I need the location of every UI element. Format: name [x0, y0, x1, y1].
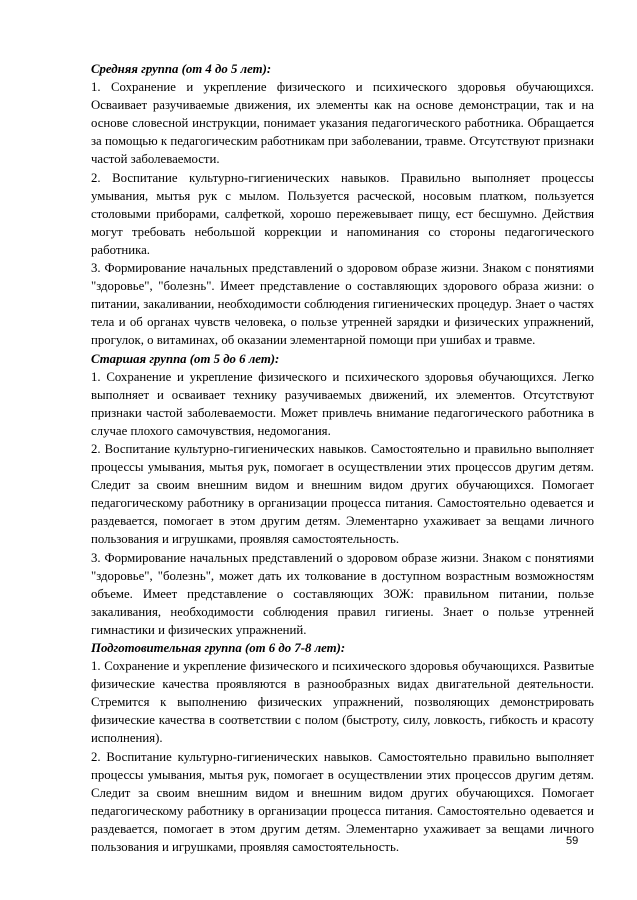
paragraph: 2. Воспитание культурно-гигиенических навыков. Самостоятельно и правильно выполняет процессы умывания, мытья рук, помогает в осуществлении этих процессов другим детям. Следит за своим внешним видом и внешним видом других обучающихся. Помогает педагогическому работнику в организации процесса питания. Самостоятельно одевается и раздевается, помогает в этом другим детям. Элементарно ухаживает за вещами личного пользования и игрушками, проявляя самостоятельность. [91, 441, 594, 547]
page-number: 59 [566, 835, 579, 847]
paragraph: 1. Сохранение и укрепление физического и психического здоровья обучающихся. Легко выполняет и осваивает технику разучиваемых движений, их элементов. Отсутствуют признаки частой заболеваемости. Может привлечь внимание педагогического работника в случае плохого самочувствия, недомогания. [91, 369, 594, 438]
section-heading: Подготовительная группа (от 6 до 7-8 лет): [91, 641, 346, 655]
paragraph: 1. Сохранение и укрепление физического и психического здоровья обучающихся. Развитые физические качества проявляются в разнообразных видах двигательной деятельности. Стремится к выполнению физических упражнений, позволяющих демонстрировать физические качества в соответствии с полом (быстроту, силу, ловкость, гибкость и красоту исполнения). [91, 659, 594, 746]
section-middle-group [91, 60, 594, 350]
section-senior-group [91, 350, 594, 640]
page-content [91, 60, 594, 856]
paragraph: 2. Воспитание культурно-гигиенических навыков. Правильно выполняет процессы умывания, мытья рук с мылом. Пользуется расческой, носовым платком, пользуется столовыми приборами, салфеткой, хорошо пережевывает пищу, ест бесшумно. Действия могут требовать небольшой коррекции и напоминания со стороны педагогического работника. [91, 170, 594, 257]
paragraph: 1. Сохранение и укрепление физического и психического здоровья обучающихся. Осваивает разучиваемые движения, их элементы как на основе демонстрации, так и на основе словесной инструкции, понимает указания педагогического работника. Обращается за помощью к педагогическим работникам при заболевании, травме. Отсутствуют признаки частой заболеваемости. [91, 80, 594, 167]
paragraph: 2. Воспитание культурно-гигиенических навыков. Самостоятельно правильно выполняет процессы умывания, мытья рук, помогает в осуществлении этих процессов другим детям. Следит за своим внешним видом и внешним видом других обучающихся. Помогает педагогическому работнику в организации процесса питания. Самостоятельно одевается и раздевается, помогает в этом другим детям. Элементарно ухаживает за вещами личного пользования и игрушками, проявляя самостоятельность. [91, 749, 594, 855]
section-preparatory-group [91, 639, 594, 856]
section-heading: Средняя группа (от 4 до 5 лет): [91, 62, 272, 76]
section-heading: Старшая группа (от 5 до 6 лет): [91, 351, 280, 366]
paragraph: 3. Формирование начальных представлений о здоровом образе жизни. Знаком с понятиями "здоровье", "болезнь". Имеет представление о составляющих здорового образа жизни: о питании, закаливании, необходимости соблюдения гигиенических процедур. Знает о частях тела и об органах чувств человека, о пользе утренней зарядки и физических упражнений, прогулок, о витаминах, об оказании элементарной помощи при ушибах и травме. [91, 261, 594, 348]
paragraph: 3. Формирование начальных представлений о здоровом образе жизни. Знаком с понятиями "здоровье", "болезнь", может дать их толкование в доступном возрастным возможностям объеме. Имеет представление о составляющих ЗОЖ: правильном питании, пользе закаливания, необходимости соблюдения правил гигиены. Знает о пользе утренней гимнастики и физических упражнений. [91, 550, 594, 637]
